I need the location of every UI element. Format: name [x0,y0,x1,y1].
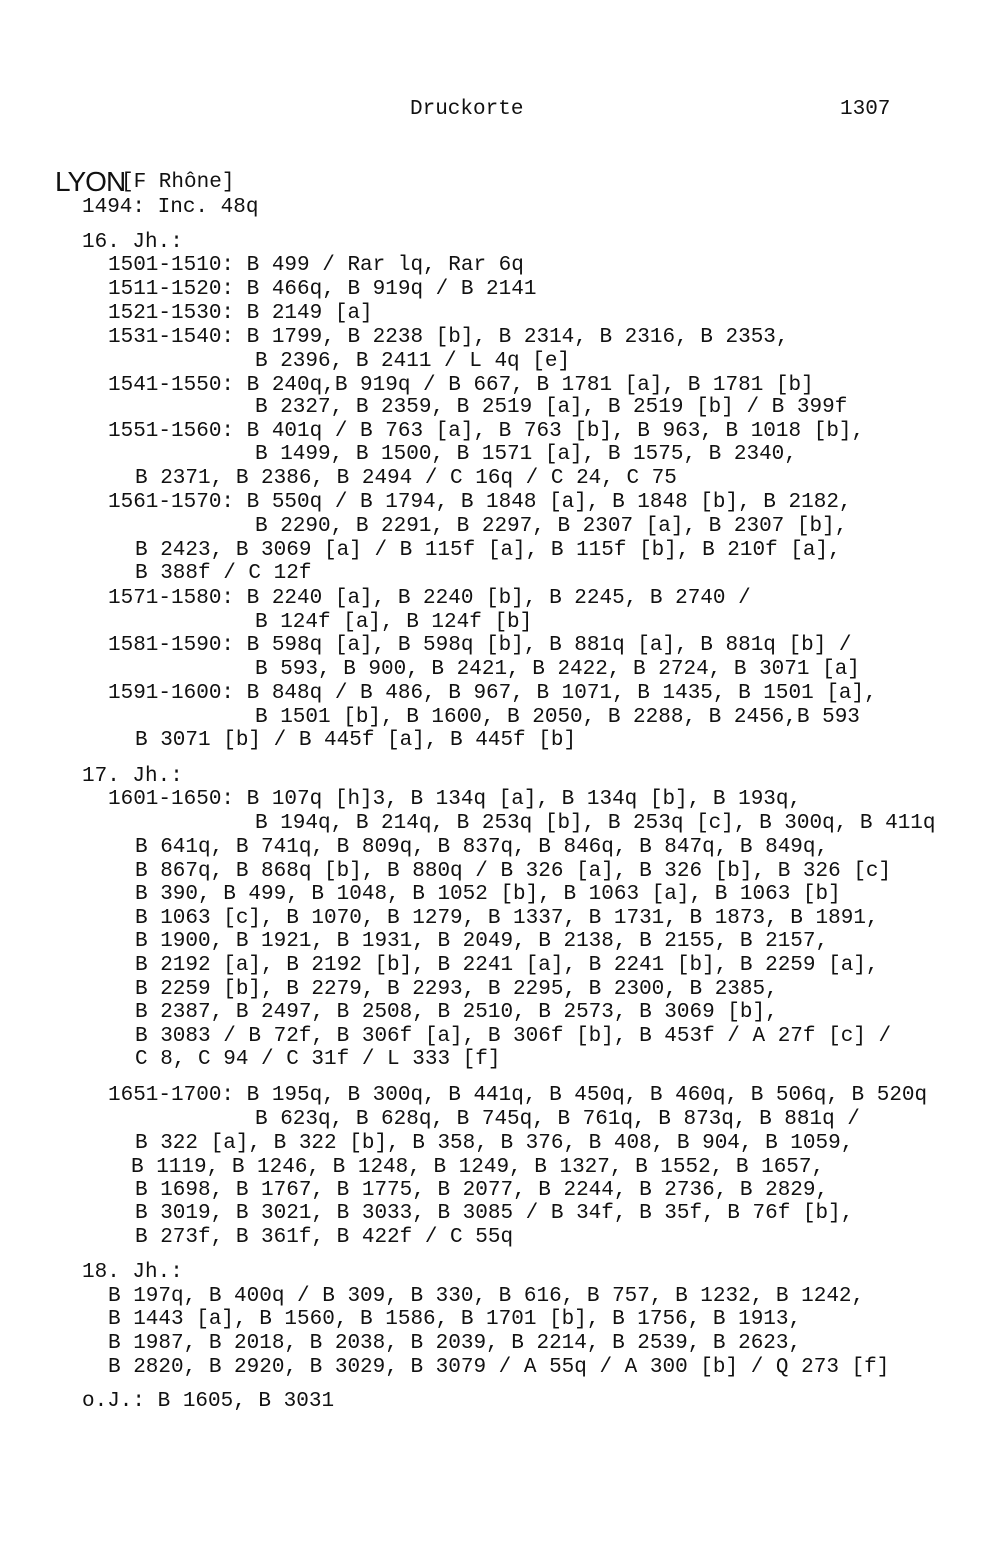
index-line: 1601-1650: B 107q [h]3, B 134q [a], B 134q [b], B 193q, [108,788,802,811]
index-line: B 1698, B 1767, B 1775, B 2077, B 2244, B 2736, B 2829, [135,1179,829,1202]
index-line: B 593, B 900, B 2421, B 2422, B 2724, B 3071 [a] [255,658,860,681]
index-line: B 390, B 499, B 1048, B 1052 [b], B 1063 [a], B 1063 [b] [135,883,841,906]
index-line: B 867q, B 868q [b], B 880q / B 326 [a], B 326 [b], B 326 [c] [135,860,892,883]
index-line: B 641q, B 741q, B 809q, B 837q, B 846q, B 847q, B 849q, [135,836,829,859]
index-line: 18. Jh.: [82,1261,183,1284]
index-line: 1581-1590: B 598q [a], B 598q [b], B 881q [a], B 881q [b] / [108,634,852,657]
index-line: B 2192 [a], B 2192 [b], B 2241 [a], B 2241 [b], B 2259 [a], [135,954,879,977]
index-line: 1531-1540: B 1799, B 2238 [b], B 2314, B 2316, B 2353, [108,326,789,349]
index-line: B 124f [a], B 124f [b] [255,611,533,634]
index-line: 1511-1520: B 466q, B 919q / B 2141 [108,278,537,301]
index-line: B 3071 [b] / B 445f [a], B 445f [b] [135,729,577,752]
index-line: B 1499, B 1500, B 1571 [a], B 1575, B 2340, [255,443,797,466]
running-header-title: Druckorte [410,98,524,121]
index-line: 1521-1530: B 2149 [a] [108,302,373,325]
index-line: 1494: Inc. 48q [82,196,259,219]
index-line: 16. Jh.: [82,231,183,254]
index-line: B 2259 [b], B 2279, B 2293, B 2295, B 2300, B 2385, [135,978,778,1001]
index-line: o.J.: B 1605, B 3031 [82,1390,335,1413]
index-line: B 2387, B 2497, B 2508, B 2510, B 2573, B 3069 [b], [135,1001,778,1024]
index-line: B 194q, B 214q, B 253q [b], B 253q [c], B 300q, B 411q [255,812,936,835]
index-line: B 1987, B 2018, B 2038, B 2039, B 2214, B 2539, B 2623, [108,1332,802,1355]
index-line: B 2820, B 2920, B 3029, B 3079 / A 55q / A 300 [b] / Q 273 [f] [108,1356,890,1379]
index-line: B 3019, B 3021, B 3033, B 3085 / B 34f, B 35f, B 76f [b], [135,1202,854,1225]
index-line: B 2396, B 2411 / L 4q [e] [255,350,571,373]
index-line: 1561-1570: B 550q / B 1794, B 1848 [a], B 1848 [b], B 2182, [108,491,852,514]
index-line: B 197q, B 400q / B 309, B 330, B 616, B 757, B 1232, B 1242, [108,1285,865,1308]
index-line: 1591-1600: B 848q / B 486, B 967, B 1071, B 1435, B 1501 [a], [108,682,877,705]
index-line: B 1501 [b], B 1600, B 2050, B 2288, B 2456,B 593 [255,706,860,729]
index-line: 17. Jh.: [82,765,183,788]
index-line: B 2290, B 2291, B 2297, B 2307 [a], B 2307 [b], [255,515,848,538]
index-line: B 2371, B 2386, B 2494 / C 16q / C 24, C 75 [135,467,677,490]
index-line: B 1119, B 1246, B 1248, B 1249, B 1327, B 1552, B 1657, [131,1156,825,1179]
index-line: B 623q, B 628q, B 745q, B 761q, B 873q, B 881q / [255,1108,860,1131]
index-line: 1571-1580: B 2240 [a], B 2240 [b], B 2245, B 2740 / [108,587,751,610]
index-line: 1541-1550: B 240q,B 919q / B 667, B 1781 [a], B 1781 [b] [108,374,814,397]
index-line: B 322 [a], B 322 [b], B 358, B 376, B 408, B 904, B 1059, [135,1132,854,1155]
place-region: [F Rhône] [121,171,235,194]
index-line: B 388f / C 12f [135,562,312,585]
index-line: B 2327, B 2359, B 2519 [a], B 2519 [b] / B 399f [255,396,848,419]
index-line: B 1063 [c], B 1070, B 1279, B 1337, B 1731, B 1873, B 1891, [135,907,879,930]
index-line: 1551-1560: B 401q / B 763 [a], B 763 [b], B 963, B 1018 [b], [108,420,865,443]
index-line: B 1900, B 1921, B 1931, B 2049, B 2138, B 2155, B 2157, [135,930,829,953]
index-line: B 3083 / B 72f, B 306f [a], B 306f [b], B 453f / A 27f [c] / [135,1025,892,1048]
index-line: C 8, C 94 / C 31f / L 333 [f] [135,1048,501,1071]
place-name: LYON [55,166,126,197]
index-line: B 1443 [a], B 1560, B 1586, B 1701 [b], B 1756, B 1913, [108,1308,802,1331]
index-line: B 2423, B 3069 [a] / B 115f [a], B 115f [b], B 210f [a], [135,539,841,562]
page-number: 1307 [840,98,891,121]
index-line: B 273f, B 361f, B 422f / C 55q [135,1226,514,1249]
index-line: 1651-1700: B 195q, B 300q, B 441q, B 450q, B 460q, B 506q, B 520q [108,1084,928,1107]
index-line: 1501-1510: B 499 / Rar lq, Rar 6q [108,254,524,277]
